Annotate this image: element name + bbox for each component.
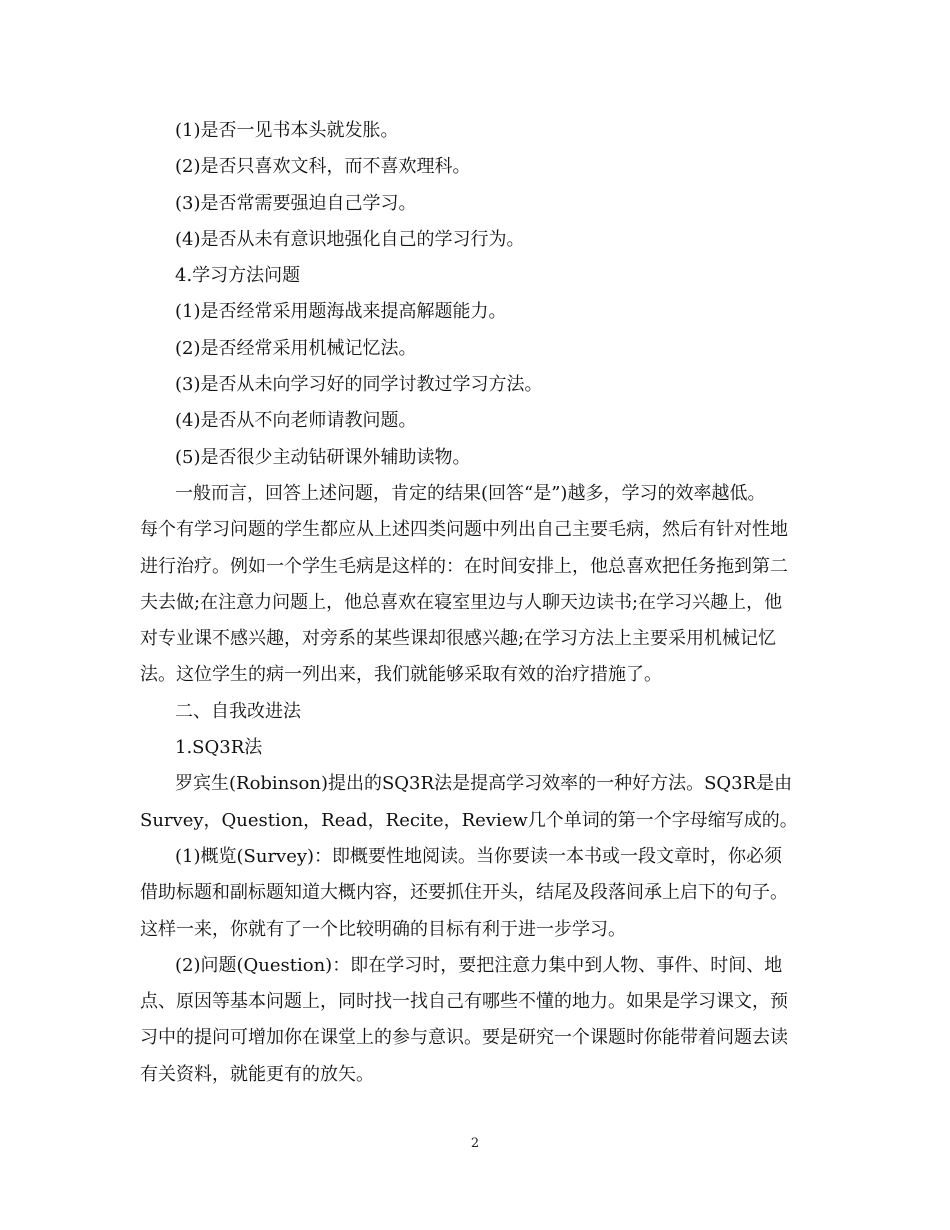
text-line: (1)是否经常采用题海战来提高解题能力。 — [175, 301, 507, 323]
text-line: (4)是否从不向老师请教问题。 — [175, 410, 417, 432]
text-line: 二、自我改进法 — [175, 700, 301, 722]
text-line: 一般而言，回答上述问题，肯定的结果(回答“是”)越多，学习的效率越低。 — [175, 482, 766, 504]
text-line: (2)是否只喜欢文科，而不喜欢理科。 — [175, 156, 471, 178]
text-line: 夫去做;在注意力问题上，他总喜欢在寝室里边与人聊天边读书;在学习兴趣上，他 — [140, 591, 783, 613]
text-line: 4.学习方法问题 — [175, 265, 301, 287]
text-line: 这样一来，你就有了一个比较明确的目标有利于进一步学习。 — [140, 918, 626, 940]
text-line: (2)问题(Question)：即在学习时，要把注意力集中到人物、事件、时间、地 — [175, 954, 783, 976]
body-text — [140, 113, 812, 1093]
text-line: 习中的提问可增加你在课堂上的参与意识。要是研究一个课题时你能带着问题去读 — [140, 1027, 788, 1049]
text-line: Survey，Question，Read，Recite，Review几个单词的第一个字母缩写成的。 — [140, 809, 798, 831]
text-line: (3)是否从未向学习好的同学讨教过学习方法。 — [175, 374, 543, 396]
text-line: (3)是否常需要强迫自己学习。 — [175, 192, 417, 214]
text-line: 对专业课不感兴趣，对旁系的某些课却很感兴趣;在学习方法上主要采用机械记忆 — [140, 628, 777, 650]
text-line: 每个有学习问题的学生都应从上述四类问题中列出自己主要毛病，然后有针对性地 — [140, 519, 788, 541]
text-line: (1)是否一见书本头就发胀。 — [175, 120, 399, 141]
text-line: (4)是否从未有意识地强化自己的学习行为。 — [175, 228, 525, 250]
text-line: (2)是否经常采用机械记忆法。 — [175, 337, 417, 359]
text-line: (1)概览(Survey)：即概要性地阅读。当你要读一本书或一段文章时，你必须 — [175, 845, 783, 867]
text-line: 进行治疗。例如一个学生毛病是这样的：在时间安排上，他总喜欢把任务拖到第二 — [140, 555, 788, 577]
text-line: 有关资料，就能更有的放矢。 — [140, 1063, 374, 1085]
page-number: 2 — [470, 1136, 480, 1151]
text-line: 借助标题和副标题知道大概内容，还要抓住开头，结尾及段落间承上启下的句子。 — [140, 882, 788, 904]
text-line: 罗宾生(Robinson)提出的SQ3R法是提高学习效率的一种好方法。SQ3R是由 — [175, 773, 793, 795]
text-line: 法。这位学生的病一列出来，我们就能够采取有效的治疗措施了。 — [140, 664, 662, 686]
text-line: 1.SQ3R法 — [175, 737, 263, 759]
text-line: 点、原因等基本问题上，同时找一找自己有哪些不懂的地力。如果是学习课文，预 — [140, 991, 788, 1013]
text-line: (5)是否很少主动钻研课外辅助读物。 — [175, 446, 471, 468]
